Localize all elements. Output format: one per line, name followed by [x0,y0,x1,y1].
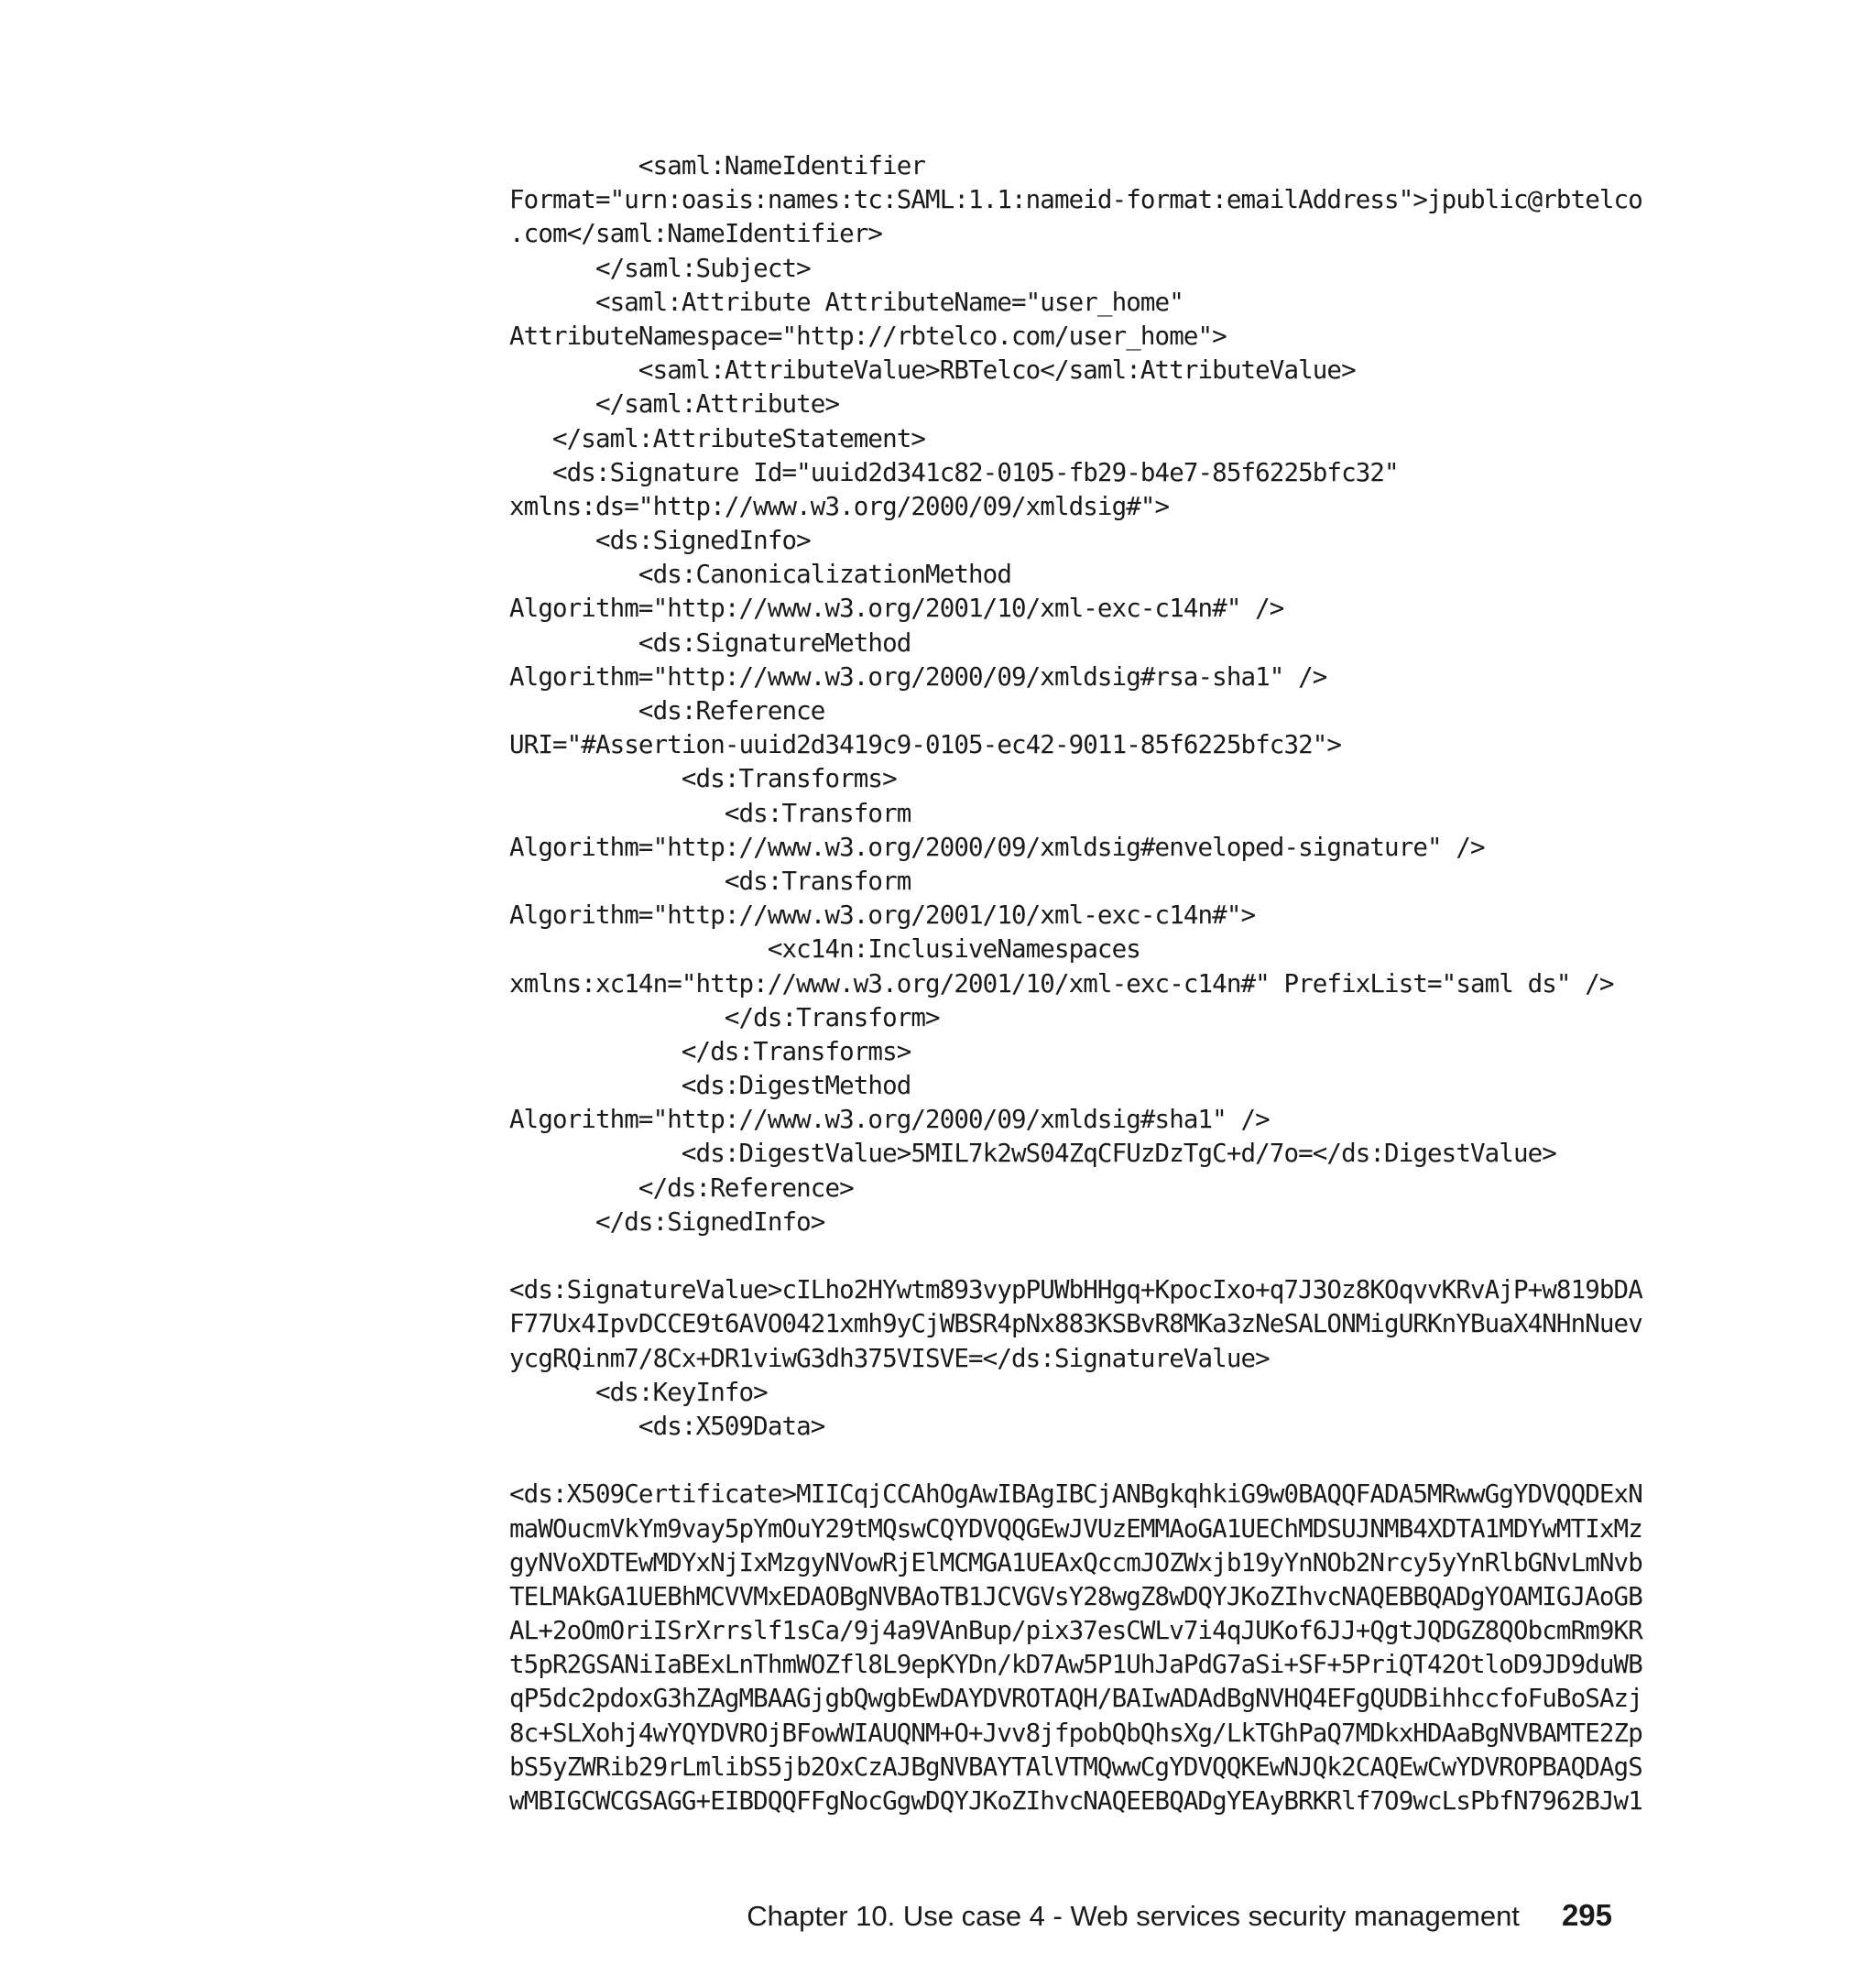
code-line: F77Ux4IpvDCCE9t6AVO0421xmh9yCjWBSR4pNx883KSBvR8MKa3zNeSALONMigURKnYBuaX4NHnNuev [509,1309,1642,1339]
code-line: maWOucmVkYm9vay5pYmOuY29tMQswCQYDVQQGEwJVUzEMMAoGA1UEChMDSUJNMB4XDTA1MDYwMTIxMz [509,1513,1642,1544]
code-line: <ds:X509Data> [509,1411,825,1441]
page-footer [0,1898,1612,1933]
code-line: Algorithm="http://www.w3.org/2001/10/xml-exc-c14n#" /> [509,594,1284,624]
code-line: <ds:Transforms> [509,764,897,794]
code-line [509,1444,1642,1478]
code-line: <saml:AttributeValue>RBTelco</saml:AttributeValue> [509,355,1356,386]
code-line: <ds:Transform [509,866,911,896]
code-line: </ds:Reference> [509,1173,854,1203]
code-line: <ds:Signature Id="uuid2d341c82-0105-fb29-b4e7-85f6225bfc32" [509,457,1399,487]
xml-code-listing [509,149,1642,1818]
code-line: t5pR2GSANiIaBExLnThmWOZfl8L9epKYDn/kD7Aw5P1UhJaPdG7aSi+SF+5PriQT42OtloD9JD9duWB [509,1650,1642,1680]
code-line: </saml:Subject> [509,253,811,283]
code-line: qP5dc2pdoxG3hZAgMBAAGjgbQwgbEwDAYDVROTAQH/BAIwADAdBgNVHQ4EFgQUDBihhccfoFuBoSAzj [509,1684,1642,1714]
code-line: .com</saml:NameIdentifier> [509,219,883,249]
code-line: <ds:X509Certificate>MIICqjCCAhOgAwIBAgIBCjANBgkqhkiG9w0BAQQFADA5MRwwGgYDVQQDExN [509,1479,1642,1510]
code-line: </ds:Transforms> [509,1036,911,1066]
code-line: ycgRQinm7/8Cx+DR1viwG3dh375VISVE=</ds:SignatureValue> [509,1343,1270,1373]
code-line: Algorithm="http://www.w3.org/2000/09/xmldsig#rsa-sha1" /> [509,661,1327,692]
code-line: <ds:SignedInfo> [509,526,811,556]
code-line: <xc14n:InclusiveNamespaces [509,934,1140,965]
code-line: </ds:SignedInfo> [509,1206,825,1237]
code-line: <ds:Transform [509,798,911,828]
code-line: Algorithm="http://www.w3.org/2001/10/xml-exc-c14n#"> [509,900,1256,931]
code-line: URI="#Assertion-uuid2d3419c9-0105-ec42-9011-85f6225bfc32"> [509,730,1342,760]
code-line: bS5yZWRib29rLmlibS5jb2OxCzAJBgNVBAYTAlVTMQwwCgYDVQQKEwNJQk2CAQEwCwYDVROPBAQDAgS [509,1751,1642,1782]
code-line: TELMAkGA1UEBhMCVVMxEDAOBgNVBAoTB1JCVGVsY28wgZ8wDQYJKoZIhvcNAQEBBQADgYOAMIGJAoGB [509,1581,1642,1611]
code-line: gyNVoXDTEwMDYxNjIxMzgyNVowRjElMCMGA1UEAxQccmJOZWxjb19yYnNOb2Nrcy5yYnRlbGNvLmNvb [509,1547,1642,1577]
code-line: Format="urn:oasis:names:tc:SAML:1.1:nameid-format:emailAddress">jpublic@rbtelco [509,185,1642,215]
code-line: <ds:SignatureMethod [509,627,911,658]
code-line: xmlns:ds="http://www.w3.org/2000/09/xmldsig#"> [509,491,1170,521]
code-line: <ds:DigestValue>5MIL7k2wS04ZqCFUzDzTgC+d/7o=</ds:DigestValue> [509,1139,1556,1169]
code-line: xmlns:xc14n="http://www.w3.org/2001/10/xml-exc-c14n#" PrefixList="saml ds" /> [509,968,1614,998]
code-line: 8c+SLXohj4wYQYDVROjBFowWIAUQNM+O+Jvv8jfpobQbQhsXg/LkTGhPaQ7MDkxHDAaBgNVBAMTE2Zp [509,1718,1642,1748]
code-line: </ds:Transform> [509,1002,940,1032]
code-line: AttributeNamespace="http://rbtelco.com/user_home"> [509,321,1227,351]
code-line [509,1239,1642,1273]
page-number: 295 [1561,1898,1612,1932]
code-line: <ds:CanonicalizationMethod [509,560,1011,590]
code-line: <saml:NameIdentifier [509,151,926,180]
code-line: AL+2oOmOriISrXrrslf1sCa/9j4a9VAnBup/pix37esCWLv7i4qJUKof6JJ+QgtJQDGZ8QObcmRm9KR [509,1616,1642,1646]
code-line: wMBIGCWCGSAGG+EIBDQQFFgNocGgwDQYJKoZIhvcNAQEEBQADgYEAyBRKRlf7O9wcLsPbfN7962BJw1 [509,1786,1642,1816]
code-line: </saml:Attribute> [509,389,840,420]
code-line: <saml:Attribute AttributeName="user_home" [509,287,1183,317]
code-line: <ds:SignatureValue>cILho2HYwtm893vypPUWbHHgq+KpocIxo+q7J3Oz8KOqvvKRvAjP+w819bDA [509,1275,1642,1305]
code-line: Algorithm="http://www.w3.org/2000/09/xmldsig#sha1" /> [509,1105,1270,1135]
code-line: <ds:Reference [509,696,825,726]
code-line: <ds:KeyInfo> [509,1377,768,1407]
code-line: Algorithm="http://www.w3.org/2000/09/xmldsig#enveloped-signature" /> [509,832,1485,862]
chapter-title: Chapter 10. Use case 4 - Web services security management [747,1900,1520,1932]
code-line: <ds:DigestMethod [509,1071,911,1101]
code-line: </saml:AttributeStatement> [509,423,926,453]
